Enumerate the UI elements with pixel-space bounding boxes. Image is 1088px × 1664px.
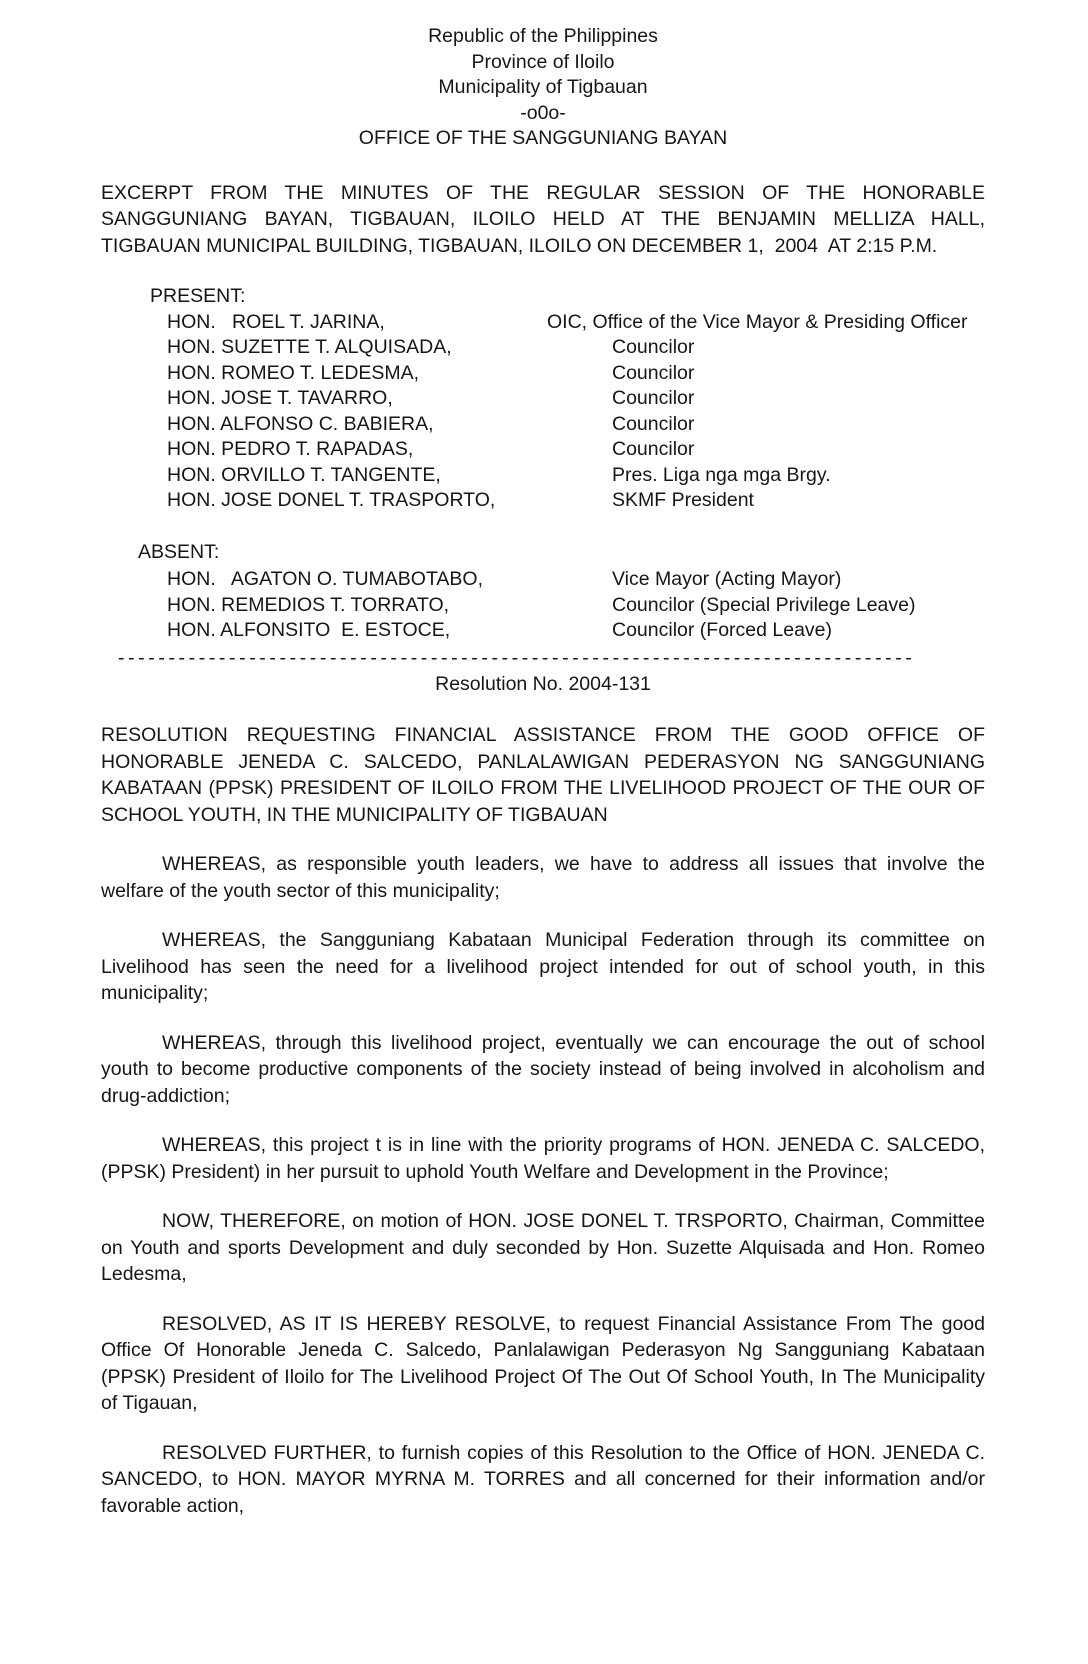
roster-row <box>101 310 985 336</box>
text-line: Ledesma, <box>101 1263 187 1285</box>
roster-role: Councilor <box>612 412 695 435</box>
roster-name: HON. SUZETTE T. ALQUISADA, <box>167 336 452 358</box>
roster-name: HON. ALFONSITO E. ESTOCE, <box>167 619 451 641</box>
roster-role: Councilor <box>612 438 695 460</box>
roster-name: HON. ORVILLO T. TANGENTE, <box>167 463 441 486</box>
roster-row <box>101 618 985 644</box>
text-line: NOW, THEREFORE, on motion of HON. JOSE DONEL T. TRSPORTO, Chairman, Committee <box>162 1210 985 1232</box>
roster-role: Councilor (Forced Leave) <box>612 619 833 641</box>
roster-row <box>101 437 985 463</box>
resolution-number: Resolution No. 2004-131 <box>435 672 651 695</box>
document-content <box>101 0 985 1519</box>
text-line: on Youth and sports Development and duly seconded by Hon. Suzette Alquisada and Hon. Romeo <box>101 1236 985 1259</box>
absent-label: ABSENT: <box>138 540 220 563</box>
roster-row <box>101 335 985 361</box>
roster-row <box>101 463 985 489</box>
text-line: HONORABLE JENEDA C. SALCEDO, PANLALAWIGAN PEDERASYON NG SANGGUNIANG <box>101 750 985 773</box>
roster-name: HON. ROEL T. JARINA, <box>167 310 385 333</box>
roster-role: Councilor (Special Privilege Leave) <box>612 593 916 616</box>
roster-name: HON. ROMEO T. LEDESMA, <box>167 361 420 384</box>
body-paragraph <box>101 927 985 1007</box>
roster-name: HON. PEDRO T. RAPADAS, <box>167 438 414 460</box>
roster-name: HON. ALFONSO C. BABIERA, <box>167 412 434 435</box>
text-line: RESOLVED, AS IT IS HEREBY RESOLVE, to request Financial Assistance From The good <box>162 1312 985 1335</box>
roster-row <box>101 567 985 593</box>
roster-row <box>101 488 985 514</box>
roster-row <box>101 593 985 619</box>
text-line: SANCEDO, to HON. MAYOR MYRNA M. TORRES and all concerned for their information and/or <box>101 1468 985 1490</box>
text-line: Office Of Honorable Jeneda C. Salcedo, Panlalawigan Pederasyon Ng Sangguniang Kabataan <box>101 1339 985 1361</box>
resolution-body <box>101 851 985 1519</box>
roster-name: HON. AGATON O. TUMABOTABO, <box>167 568 484 590</box>
text-line: Municipality of Tigbauan <box>438 76 648 98</box>
roster-role: Councilor <box>612 361 695 384</box>
text-line: WHEREAS, as responsible youth leaders, we have to address all issues that involve the <box>162 853 985 875</box>
roster-row <box>101 412 985 438</box>
roster-role: Vice Mayor (Acting Mayor) <box>612 568 842 590</box>
text-line: SCHOOL YOUTH, IN THE MUNICIPALITY OF TIGBAUAN <box>101 803 608 826</box>
text-line: Republic of the Philippines <box>428 25 658 47</box>
text-line: TIGBAUAN MUNICIPAL BUILDING, TIGBAUAN, ILOILO ON DECEMBER 1, 2004 AT 2:15 P.M. <box>101 234 938 257</box>
roster-row <box>101 361 985 387</box>
text-line: drug-addiction; <box>101 1084 230 1107</box>
text-line: Province of Iloilo <box>471 50 615 73</box>
text-line: favorable action, <box>101 1494 245 1517</box>
dashed-divider: ------------------------------------------------------------------------------- <box>118 646 916 669</box>
text-line: EXCERPT FROM THE MINUTES OF THE REGULAR SESSION OF THE HONORABLE <box>101 181 985 204</box>
roster-role: Pres. Liga nga mga Brgy. <box>612 463 831 486</box>
present-roster <box>101 310 985 514</box>
text-line: RESOLUTION REQUESTING FINANCIAL ASSISTANCE FROM THE GOOD OFFICE OF <box>101 724 985 746</box>
body-paragraph <box>101 1132 985 1185</box>
text-line: (PPSK) President of Iloilo for The Livelihood Project Of The Out Of School Youth, In The Municipality <box>101 1365 985 1388</box>
text-line: RESOLVED FURTHER, to furnish copies of this Resolution to the Office of HON. JENEDA C. <box>162 1441 985 1464</box>
text-line: WHEREAS, the Sangguniang Kabataan Municipal Federation through its committee on <box>162 929 985 951</box>
roster-name: HON. REMEDIOS T. TORRATO, <box>167 593 450 616</box>
roster-role: OIC, Office of the Vice Mayor & Presiding Officer <box>547 310 968 333</box>
body-paragraph <box>101 1440 985 1520</box>
body-paragraph <box>101 1311 985 1417</box>
body-paragraph <box>101 1208 985 1288</box>
text-line: SANGGUNIANG BAYAN, TIGBAUAN, ILOILO HELD AT THE BENJAMIN MELLIZA HALL, <box>101 208 985 230</box>
absent-roster <box>101 567 985 644</box>
roster-role: Councilor <box>612 387 695 409</box>
body-paragraph <box>101 851 985 904</box>
body-paragraph <box>101 1030 985 1110</box>
text-line: (PPSK) President) in her pursuit to uphold Youth Welfare and Development in the Province; <box>101 1160 889 1183</box>
text-line: OFFICE OF THE SANGGUNIANG BAYAN <box>358 127 728 149</box>
text-line: welfare of the youth sector of this municipality; <box>101 879 500 902</box>
text-line: WHEREAS, this project t is in line with the priority programs of HON. JENEDA C. SALCEDO, <box>162 1134 985 1156</box>
present-label: PRESENT: <box>150 285 246 307</box>
text-line: WHEREAS, through this livelihood project, eventually we can encourage the out of school <box>162 1031 985 1054</box>
roster-role: SKMF President <box>612 489 754 511</box>
letterhead <box>101 0 985 152</box>
text-line: youth to become productive components of the society instead of being involved in alcoholism and <box>101 1058 985 1080</box>
resolution-title <box>101 722 985 828</box>
roster-name: HON. JOSE T. TAVARRO, <box>167 387 393 409</box>
text-line: Livelihood has seen the need for a livelihood project intended for out of school youth, in this <box>101 955 985 978</box>
text-line: of Tigauan, <box>101 1392 198 1414</box>
roster-role: Councilor <box>612 336 695 358</box>
text-line: -o0o- <box>520 101 566 124</box>
roster-row <box>101 386 985 412</box>
text-line: municipality; <box>101 982 209 1004</box>
text-line: KABATAAN (PPSK) PRESIDENT OF ILOILO FROM THE LIVELIHOOD PROJECT OF THE OUR OF <box>101 777 985 799</box>
roster-name: HON. JOSE DONEL T. TRASPORTO, <box>167 489 496 511</box>
excerpt-paragraph <box>101 180 985 260</box>
